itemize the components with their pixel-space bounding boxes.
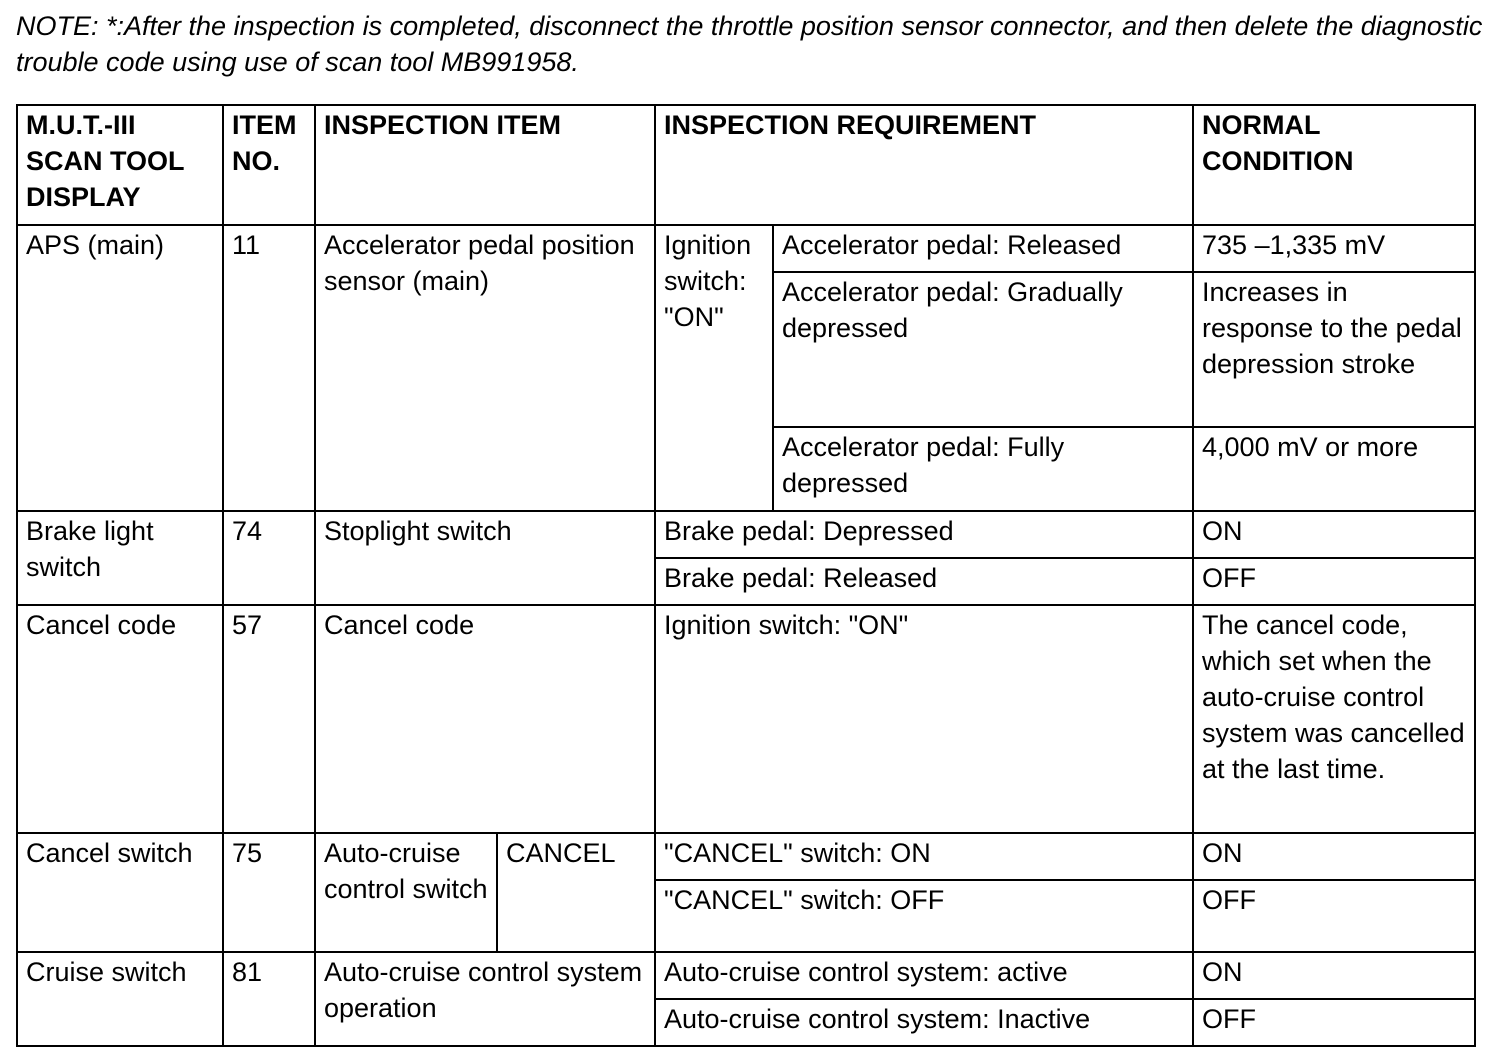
inspection-table <box>16 104 1476 1047</box>
sub-item-cell: CANCEL <box>497 833 655 952</box>
normal-cell: OFF <box>1193 999 1475 1046</box>
display-cell: APS (main) <box>17 225 223 511</box>
note-text: NOTE: *:After the inspection is completed, disconnect the throttle position sensor connector, and then delete the diagnostic trouble code using use of scan tool MB991958. <box>16 11 1483 77</box>
inspection-item-cell: Accelerator pedal position sensor (main) <box>315 225 655 511</box>
requirement-cell: "CANCEL" switch: OFF <box>655 880 1193 952</box>
requirement-cell: Brake pedal: Depressed <box>655 511 1193 558</box>
table-row <box>17 952 1475 999</box>
requirement-cell: Accelerator pedal: Fully depressed <box>773 427 1193 511</box>
item-no-cell: 81 <box>223 952 315 1046</box>
requirement-cell: "CANCEL" switch: ON <box>655 833 1193 880</box>
requirement-cell: Auto-cruise control system: Inactive <box>655 999 1193 1046</box>
requirement-cell: Brake pedal: Released <box>655 558 1193 605</box>
condition-cell: Ignition switch: "ON" <box>655 225 773 511</box>
inspection-item-cell: Stoplight switch <box>315 511 655 605</box>
normal-cell: The cancel code, which set when the auto-cruise control system was cancelled at the last time. <box>1193 605 1475 833</box>
normal-cell: OFF <box>1193 558 1475 605</box>
normal-cell: ON <box>1193 511 1475 558</box>
normal-cell: Increases in response to the pedal depression stroke <box>1193 272 1475 427</box>
header-row <box>17 105 1475 225</box>
item-no-cell: 57 <box>223 605 315 833</box>
requirement-cell: Auto-cruise control system: active <box>655 952 1193 999</box>
header-requirement: INSPECTION REQUIREMENT <box>655 105 1193 225</box>
table-row <box>17 225 1475 272</box>
header-inspection-item: INSPECTION ITEM <box>315 105 655 225</box>
table-row <box>17 511 1475 558</box>
normal-cell: OFF <box>1193 880 1475 952</box>
normal-cell: ON <box>1193 952 1475 999</box>
item-no-cell: 11 <box>223 225 315 511</box>
normal-cell: ON <box>1193 833 1475 880</box>
header-item-no: ITEM NO. <box>223 105 315 225</box>
requirement-cell: Ignition switch: "ON" <box>655 605 1193 833</box>
header-normal: NORMAL CONDITION <box>1193 105 1475 225</box>
display-cell: Cancel switch <box>17 833 223 952</box>
item-no-cell: 74 <box>223 511 315 605</box>
normal-cell: 735 –1,335 mV <box>1193 225 1475 272</box>
normal-cell: 4,000 mV or more <box>1193 427 1475 511</box>
display-cell: Brake light switch <box>17 511 223 605</box>
inspection-item-cell: Auto-cruise control system operation <box>315 952 655 1046</box>
requirement-cell: Accelerator pedal: Released <box>773 225 1193 272</box>
header-display: M.U.T.-III SCAN TOOL DISPLAY <box>17 105 223 225</box>
inspection-item-cell: Auto-cruise control switch <box>315 833 497 952</box>
requirement-cell: Accelerator pedal: Gradually depressed <box>773 272 1193 427</box>
display-cell: Cruise switch <box>17 952 223 1046</box>
display-cell: Cancel code <box>17 605 223 833</box>
table-row <box>17 605 1475 833</box>
item-no-cell: 75 <box>223 833 315 952</box>
inspection-item-cell: Cancel code <box>315 605 655 833</box>
table-row <box>17 833 1475 880</box>
